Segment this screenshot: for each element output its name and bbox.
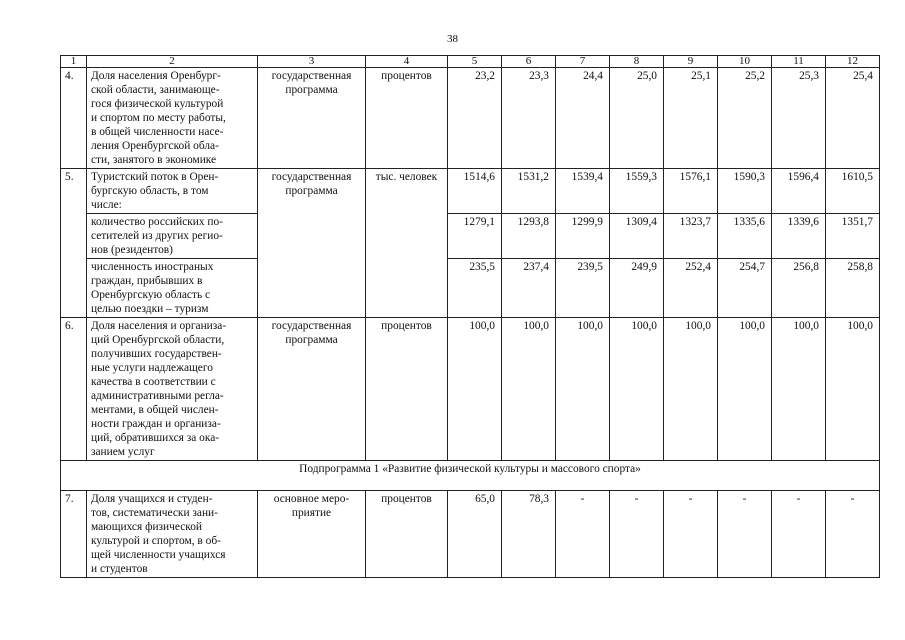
value-cell: 100,0: [718, 318, 772, 461]
value-cell: 1576,1: [664, 169, 718, 214]
cell-line: граждан, прибывших в: [91, 275, 203, 287]
value-cell: 1351,7: [826, 214, 880, 259]
cell-line: ные услуги надлежащего: [91, 362, 213, 374]
cell-line: и студентов: [91, 563, 148, 575]
indicator-type: [258, 259, 366, 318]
cell-line: Доля учащихся и студен-: [91, 493, 213, 505]
cell-line: государственная: [271, 320, 352, 332]
value-cell: 100,0: [664, 318, 718, 461]
row-number: [61, 214, 87, 259]
table-row: [61, 214, 880, 259]
header-cell: 12: [826, 56, 880, 68]
value-cell: 249,9: [610, 259, 664, 318]
table-row: [61, 318, 880, 461]
cell-line: ления Оренбургской обла-: [91, 140, 219, 152]
cell-line: программа: [285, 84, 338, 96]
value-cell: 25,4: [826, 68, 880, 169]
header-cell: 11: [772, 56, 826, 68]
cell-line: ности граждан и организа-: [91, 418, 221, 430]
value-cell: 78,3: [502, 491, 556, 578]
row-number: 6.: [61, 318, 87, 461]
cell-line: бургскую область, в том: [91, 185, 209, 197]
value-cell: 23,3: [502, 68, 556, 169]
cell-line: целью поездки – туризм: [91, 303, 209, 315]
cell-line: Оренбургскую область с: [91, 289, 211, 301]
cell-line: основное меро-: [273, 493, 350, 505]
cell-line: получивших государствен-: [91, 348, 222, 360]
indicator-name: [87, 491, 258, 578]
subprogram-row: [61, 461, 880, 491]
value-cell: 1339,6: [772, 214, 826, 259]
cell-line: щей численности учащихся: [91, 549, 226, 561]
cell-line: сетителей из других регио-: [91, 230, 223, 242]
value-cell: 1335,6: [718, 214, 772, 259]
header-cell: 4: [366, 56, 448, 68]
cell-line: занием услуг: [91, 446, 155, 458]
cell-line: Туристский поток в Орен-: [91, 171, 219, 183]
value-cell: 100,0: [826, 318, 880, 461]
unit-cell: тыс. человек: [366, 169, 448, 214]
cell-line: программа: [285, 185, 338, 197]
value-cell: 1323,7: [664, 214, 718, 259]
value-cell: 1596,4: [772, 169, 826, 214]
value-cell: 65,0: [448, 491, 502, 578]
indicator-type: [258, 68, 366, 169]
cell-line: нов (резидентов): [91, 244, 173, 256]
header-cell: 3: [258, 56, 366, 68]
value-cell: 256,8: [772, 259, 826, 318]
indicator-type: [258, 169, 366, 214]
page-number: 38: [447, 33, 458, 45]
value-cell: 100,0: [610, 318, 664, 461]
subprogram-title: Подпрограмма 1 «Развитие физической культуры и массового спорта»: [61, 461, 880, 491]
row-number: [61, 259, 87, 318]
cell-line: гося физической культурой: [91, 98, 224, 110]
cell-line: ской области, занимающе-: [91, 84, 220, 96]
header-cell: 1: [61, 56, 87, 68]
table-row: [61, 259, 880, 318]
value-cell: 237,4: [502, 259, 556, 318]
cell-line: Доля населения Оренбург-: [91, 70, 221, 82]
value-cell: 258,8: [826, 259, 880, 318]
header-cell: 5: [448, 56, 502, 68]
value-cell: 25,0: [610, 68, 664, 169]
header-cell: 10: [718, 56, 772, 68]
table-row: [61, 491, 880, 578]
indicator-name: [87, 68, 258, 169]
value-cell: 239,5: [556, 259, 610, 318]
value-cell: -: [718, 491, 772, 578]
indicator-name: [87, 259, 258, 318]
value-cell: 23,2: [448, 68, 502, 169]
value-cell: -: [556, 491, 610, 578]
unit-cell: процентов: [366, 491, 448, 578]
indicator-type: [258, 491, 366, 578]
header-cell: 7: [556, 56, 610, 68]
cell-line: государственная: [271, 70, 352, 82]
value-cell: 1590,3: [718, 169, 772, 214]
cell-line: мающихся физической: [91, 521, 203, 533]
value-cell: 100,0: [448, 318, 502, 461]
row-number: 5.: [61, 169, 87, 214]
unit-cell: процентов: [366, 318, 448, 461]
value-cell: 254,7: [718, 259, 772, 318]
unit-cell: процентов: [366, 68, 448, 169]
value-cell: 1299,9: [556, 214, 610, 259]
value-cell: 1514,6: [448, 169, 502, 214]
header-cell: 6: [502, 56, 556, 68]
value-cell: 100,0: [772, 318, 826, 461]
value-cell: 100,0: [556, 318, 610, 461]
cell-line: программа: [285, 334, 338, 346]
cell-line: Доля населения и организа-: [91, 320, 227, 332]
header-row: [61, 56, 880, 68]
cell-line: численность иностраных: [91, 261, 214, 273]
cell-line: приятие: [291, 507, 332, 519]
cell-line: ментами, в общей числен-: [91, 404, 219, 416]
header-cell: 2: [87, 56, 258, 68]
value-cell: -: [610, 491, 664, 578]
indicator-name: [87, 214, 258, 259]
value-cell: 25,3: [772, 68, 826, 169]
value-cell: 24,4: [556, 68, 610, 169]
value-cell: 1309,4: [610, 214, 664, 259]
cell-line: культурой и спортом, в об-: [91, 535, 221, 547]
indicator-type: [258, 214, 366, 259]
value-cell: 100,0: [502, 318, 556, 461]
row-number: 7.: [61, 491, 87, 578]
table-row: [61, 169, 880, 214]
cell-line: качества в соответствии с: [91, 376, 216, 388]
cell-line: сти, занятого в экономике: [91, 154, 217, 166]
value-cell: -: [772, 491, 826, 578]
header-cell: 8: [610, 56, 664, 68]
row-number: 4.: [61, 68, 87, 169]
indicators-table: [60, 55, 880, 578]
value-cell: 235,5: [448, 259, 502, 318]
header-cell: 9: [664, 56, 718, 68]
table-row: [61, 68, 880, 169]
value-cell: 1610,5: [826, 169, 880, 214]
value-cell: 1531,2: [502, 169, 556, 214]
value-cell: 1559,3: [610, 169, 664, 214]
value-cell: 1539,4: [556, 169, 610, 214]
value-cell: 252,4: [664, 259, 718, 318]
value-cell: -: [664, 491, 718, 578]
indicator-name: [87, 318, 258, 461]
cell-line: числе:: [91, 199, 122, 211]
indicator-type: [258, 318, 366, 461]
cell-line: ций Оренбургской области,: [91, 334, 225, 346]
cell-line: тов, систематически зани-: [91, 507, 218, 519]
cell-line: государственная: [271, 171, 352, 183]
value-cell: 1293,8: [502, 214, 556, 259]
unit-cell: [366, 214, 448, 259]
cell-line: и спортом по месту работы,: [91, 112, 226, 124]
unit-cell: [366, 259, 448, 318]
cell-line: ций, обратившихся за ока-: [91, 432, 220, 444]
value-cell: 25,1: [664, 68, 718, 169]
cell-line: в общей численности насе-: [91, 126, 224, 138]
value-cell: 25,2: [718, 68, 772, 169]
value-cell: -: [826, 491, 880, 578]
cell-line: административными регла-: [91, 390, 224, 402]
value-cell: 1279,1: [448, 214, 502, 259]
indicator-name: [87, 169, 258, 214]
cell-line: количество российских по-: [91, 216, 224, 228]
